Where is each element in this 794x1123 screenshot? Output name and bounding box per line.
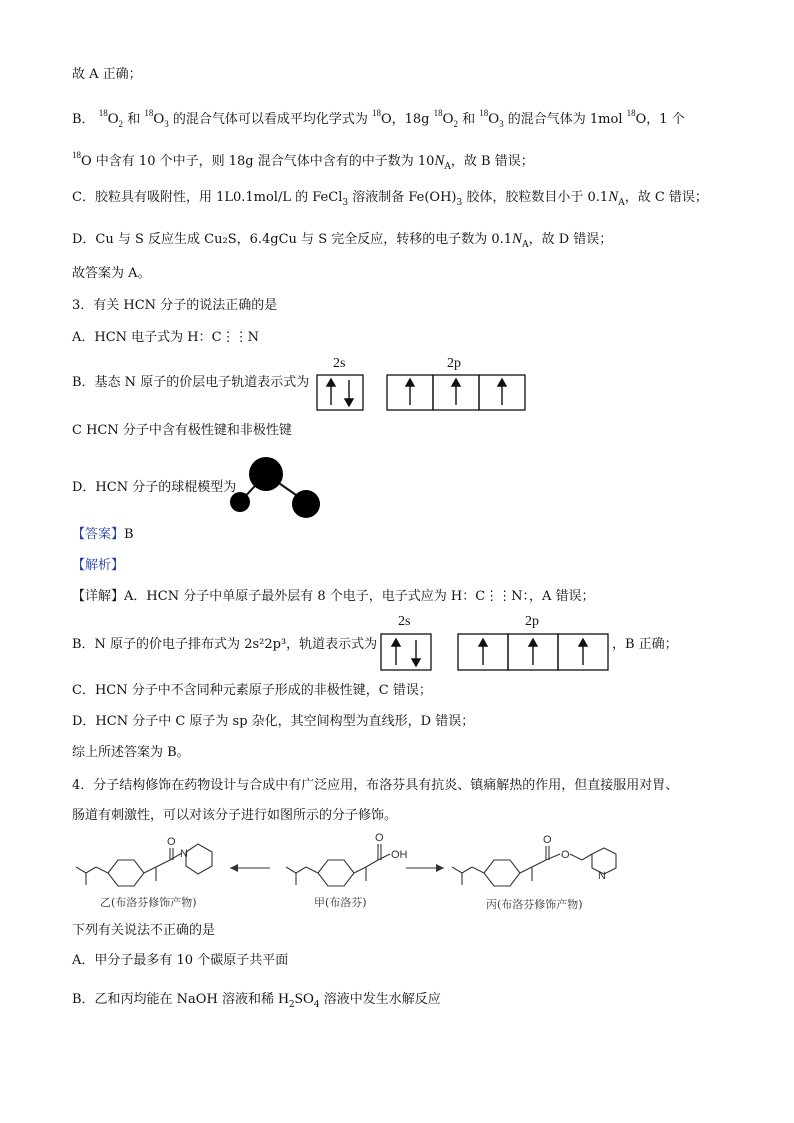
orbital-diagram bbox=[316, 356, 526, 412]
formula: O bbox=[442, 111, 454, 127]
subscript: 3 bbox=[456, 198, 463, 208]
formula: O bbox=[107, 111, 119, 127]
detail-label: 【详解】 bbox=[72, 589, 125, 604]
orbital-boxes bbox=[316, 356, 526, 412]
isotope: 18 bbox=[479, 108, 489, 118]
formula-so: SO bbox=[294, 991, 314, 1007]
q3-option-b: B．基态 N 原子的价层电子轨道表示式为 bbox=[72, 375, 310, 390]
summary: 综上所述答案为 B。 bbox=[72, 745, 190, 760]
subscript: 2 bbox=[118, 119, 124, 129]
question-4: 4．分子结构修饰在药物设计与合成中有广泛应用，布洛芬具有抗炎、镇痛解热的作用，但直接服用对胃、 bbox=[72, 778, 679, 793]
orbital-label-2p: 2p bbox=[525, 614, 539, 629]
subscript: A bbox=[618, 198, 625, 208]
subscript: 2 bbox=[453, 119, 458, 129]
isotope: 18 bbox=[98, 108, 108, 118]
ball-stick-model bbox=[226, 452, 326, 522]
isotope: 18 bbox=[72, 150, 81, 160]
text: 溶液中发生水解反应 bbox=[319, 992, 441, 1007]
molecule-scheme bbox=[70, 830, 730, 912]
formula: O bbox=[153, 111, 165, 127]
na-symbol: N bbox=[608, 189, 619, 205]
answer-line bbox=[72, 526, 134, 544]
na-symbol: N bbox=[434, 153, 445, 169]
text: ，故 C 错误； bbox=[624, 190, 708, 205]
subscript: 3 bbox=[499, 119, 504, 129]
text: D．Cu 与 S 反应生成 Cu₂S，6.4gCu 与 S 完全反应，转移的电子数为 0.1 bbox=[72, 232, 513, 247]
text: 胶体，胶粒数目小于 0.1 bbox=[462, 190, 609, 205]
text: 的混合气体可以看成平均化学式为 bbox=[172, 112, 368, 127]
q3-option-a: A．HCN 电子式为 H：C⋮⋮N bbox=[72, 330, 259, 345]
text: O 中含有 10 个中子，则 18g 混合气体中含有的中子数为 10 bbox=[81, 154, 435, 169]
nitrogen-label: N bbox=[598, 870, 606, 882]
detail-a bbox=[72, 588, 595, 606]
q4-question: 下列有关说法不正确的是 bbox=[72, 923, 216, 938]
q4-option-b bbox=[72, 990, 441, 1014]
caption-jia: 甲(布洛芬) bbox=[314, 896, 367, 909]
analysis-label: 【解析】 bbox=[72, 558, 125, 573]
oxygen-label: O bbox=[561, 849, 570, 861]
option-c-line bbox=[72, 188, 708, 212]
detail-b-post: ，B 正确； bbox=[612, 637, 678, 652]
answer-label: 【答案】 bbox=[72, 527, 125, 542]
isotope: 18 bbox=[626, 108, 636, 118]
subscript: 4 bbox=[313, 1000, 320, 1010]
subscript: 3 bbox=[164, 119, 169, 129]
subscript: A bbox=[522, 240, 529, 250]
orbital-diagram bbox=[380, 614, 610, 672]
question-4-cont: 肠道有刺激性，可以对该分子进行如图所示的分子修饰。 bbox=[72, 808, 398, 823]
text: 和 bbox=[462, 112, 476, 127]
orbital-label-2s: 2s bbox=[333, 356, 346, 371]
oxygen-label: O bbox=[543, 834, 552, 846]
text: ，故 D 错误； bbox=[528, 232, 613, 247]
detail-d: D．HCN 分子中 C 原子为 sp 杂化，其空间构型为直线形，D 错误； bbox=[72, 714, 475, 729]
isotope: 18 bbox=[371, 108, 381, 118]
detail-c: C．HCN 分子中不含同种元素原子形成的非极性键，C 错误； bbox=[72, 683, 432, 698]
detail-text: A．HCN 分子中单原子最外层有 8 个电子，电子式应为 H：C⋮⋮N：，A 错误； bbox=[124, 589, 595, 604]
text-line bbox=[72, 146, 534, 176]
caption-yi: 乙(布洛芬修饰产物) bbox=[100, 896, 197, 909]
isotope: 18 bbox=[433, 108, 443, 118]
text-line: 故答案为 A。 bbox=[72, 266, 151, 281]
subscript: 2 bbox=[288, 1000, 295, 1010]
text: 和 bbox=[127, 112, 141, 127]
subscript: 3 bbox=[342, 198, 349, 208]
text: O，1 个 bbox=[635, 112, 685, 127]
option-d-line bbox=[72, 230, 612, 254]
na-symbol: N bbox=[512, 231, 523, 247]
text: C．胶粒具有吸附性，用 1L0.1mol/L 的 FeCl bbox=[72, 190, 343, 205]
oxygen-label: O bbox=[167, 836, 176, 848]
answer-value: B bbox=[124, 527, 134, 542]
orbital-label-2s: 2s bbox=[398, 614, 411, 629]
text: 溶液制备 Fe(OH) bbox=[348, 190, 457, 205]
q4-option-a: A．甲分子最多有 10 个碳原子共平面 bbox=[72, 953, 289, 968]
text: O，18g bbox=[380, 112, 430, 127]
caption-bing: 丙(布洛芬修饰产物) bbox=[486, 898, 583, 911]
isotope: 18 bbox=[144, 108, 154, 118]
formula-h: H bbox=[278, 991, 289, 1007]
orbital-label-2p: 2p bbox=[447, 356, 461, 371]
orbital-boxes bbox=[380, 614, 610, 672]
detail-b: B．N 原子的价电子排布式为 2s²2p³，轨道表示式为 bbox=[72, 637, 378, 652]
option-b-line bbox=[72, 104, 685, 133]
text-line: 故 A 正确； bbox=[72, 67, 142, 82]
nitrogen-label: N bbox=[180, 848, 188, 860]
text: ，故 B 错误； bbox=[450, 154, 534, 169]
label: B． bbox=[72, 112, 95, 127]
question-3: 3．有关 HCN 分子的说法正确的是 bbox=[72, 298, 278, 313]
text: B．乙和丙均能在 NaOH 溶液和稀 bbox=[72, 992, 279, 1007]
q3-option-d: D．HCN 分子的球棍模型为 bbox=[72, 480, 237, 495]
q3-option-c: C HCN 分子中含有极性键和非极性键 bbox=[72, 423, 292, 438]
formula: O bbox=[488, 111, 500, 127]
text: 的混合气体为 1mol bbox=[507, 112, 623, 127]
hydroxyl-label: OH bbox=[391, 849, 408, 861]
oxygen-label: O bbox=[375, 832, 384, 844]
subscript: A bbox=[444, 162, 451, 172]
